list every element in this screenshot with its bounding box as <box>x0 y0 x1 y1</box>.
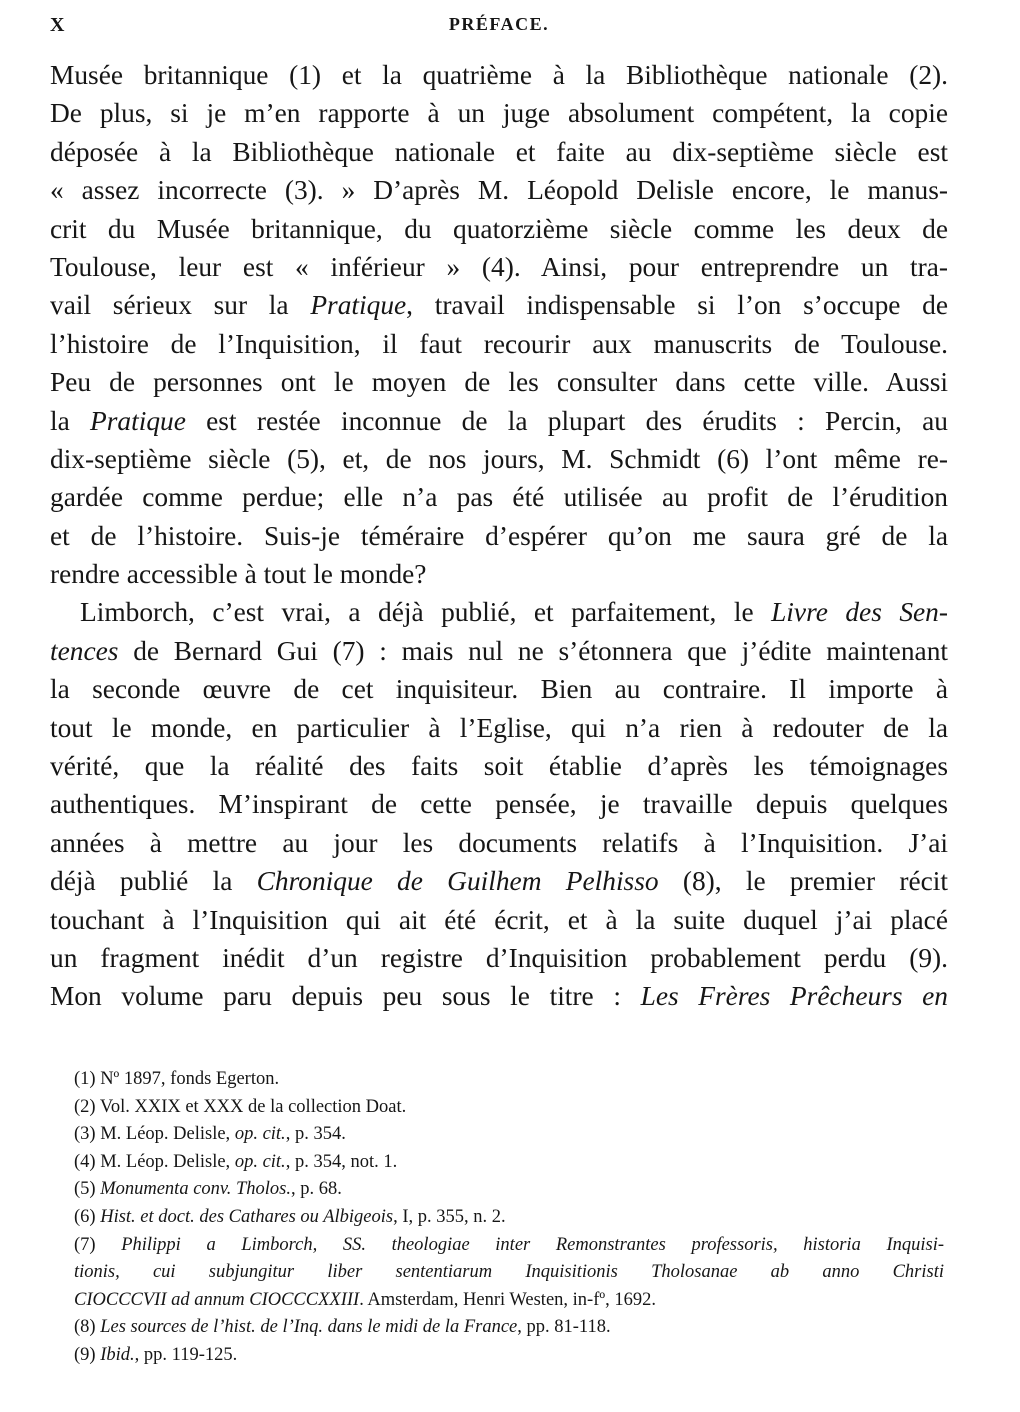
body-line: crit du Musée britannique, du quatorzième siècle comme les deux de <box>50 213 948 244</box>
footnote-1: (1) Nº 1897, fonds Egerton. <box>74 1069 280 1089</box>
body-line: Limborch, c’est vrai, a déjà publié, et parfaitement, le Livre des Sen- <box>80 597 948 628</box>
body-line: Toulouse, leur est « inférieur » (4). Ainsi, pour entreprendre un tra- <box>50 251 948 282</box>
italic-title: tences <box>50 635 119 666</box>
italic-title: Les Frères Prêcheurs en <box>640 981 948 1012</box>
footnote-7-end: CIOCCCVII ad annum CIOCCCXXIII. Amsterdam, Henri Westen, in-fº, 1692. <box>74 1289 656 1310</box>
page-number: X <box>50 14 66 36</box>
body-line: vail sérieux sur la Pratique, travail indispensable si l’on s’occupe de <box>50 290 948 321</box>
italic-title: Livre des Sen- <box>771 597 948 628</box>
italic-title: Chronique de Guilhem Pelhisso <box>256 866 659 897</box>
body-line: déjà publié la Chronique de Guilhem Pelhisso (8), le premier récit <box>50 866 948 897</box>
body-line: dix-septième siècle (5), et, de nos jours, M. Schmidt (6) l’ont même re- <box>50 443 948 474</box>
body-line: la seconde œuvre de cet inquisiteur. Bien au contraire. Il importe à <box>50 674 948 705</box>
footnote-5: (5) Monumenta conv. Tholos., p. 68. <box>74 1179 342 1200</box>
footnote-6: (6) Hist. et doct. des Cathares ou Albigeois, I, p. 355, n. 2. <box>74 1206 506 1227</box>
body-line: et de l’histoire. Suis-je téméraire d’espérer qu’on me saura gré de la <box>50 520 948 551</box>
running-title: PRÉFACE. <box>448 14 550 34</box>
italic-title: Pratique <box>310 290 407 321</box>
footnotes <box>74 1066 944 1370</box>
body-line: un fragment inédit d’un registre d’Inquisition probablement perdu (9). <box>50 942 948 973</box>
body-line: authentiques. M’inspirant de cette pensée, je travaille depuis quelques <box>50 789 948 820</box>
body-line: Musée britannique (1) et la quatrième à la Bibliothèque nationale (2). <box>50 60 948 90</box>
body-line: tout le monde, en particulier à l’Eglise, qui n’a rien à redouter de la <box>50 712 948 743</box>
body-line: « assez incorrecte (3). » D’après M. Léopold Delisle encore, le manus- <box>50 175 948 206</box>
body-line: vérité, que la réalité des faits soit établie d’après les témoignages <box>50 751 948 782</box>
body-line: années à mettre au jour les documents relatifs à l’Inquisition. J’ai <box>50 827 948 858</box>
footnote-4: (4) M. Léop. Delisle, op. cit., p. 354, not. 1. <box>74 1151 398 1172</box>
body-line: Mon volume paru depuis peu sous le titre : Les Frères Prêcheurs en <box>50 981 948 1012</box>
body-line: tences de Bernard Gui (7) : mais nul ne s’étonnera que j’édite maintenant <box>50 635 948 666</box>
footnote-3: (3) M. Léop. Delisle, op. cit., p. 354. <box>74 1124 346 1145</box>
page-header <box>50 14 948 44</box>
body-line: De plus, si je m’en rapporte à un juge absolument compétent, la copie <box>50 98 948 129</box>
body-line: gardée comme perdue; elle n’a pas été utilisée au profit de l’érudition <box>50 482 948 513</box>
body-line: l’histoire de l’Inquisition, il faut recourir aux manuscrits de Toulouse. <box>50 328 948 359</box>
footnote-9: (9) Ibid., pp. 119-125. <box>74 1344 238 1365</box>
body-text <box>50 56 948 1016</box>
footnote-7-continued: tionis, cui subjungitur liber sententiarum Inquisitionis Tholosanae ab anno Christi <box>74 1262 944 1283</box>
body-line: Peu de personnes ont le moyen de les consulter dans cette ville. Aussi <box>50 367 948 398</box>
body-line: la Pratique est restée inconnue de la plupart des érudits : Percin, au <box>50 405 948 436</box>
footnote-2: (2) Vol. XXIX et XXX de la collection Doat. <box>74 1096 407 1117</box>
footnote-8: (8) Les sources de l’hist. de l’Inq. dans le midi de la France, pp. 81-118. <box>74 1317 611 1338</box>
body-line: rendre accessible à tout le monde? <box>50 559 427 590</box>
body-line: déposée à la Bibliothèque nationale et faite au dix-septième siècle est <box>50 136 948 167</box>
italic-title: Pratique <box>90 405 186 436</box>
body-line: touchant à l’Inquisition qui ait été écrit, et à la suite duquel j’ai placé <box>50 904 948 935</box>
footnote-7: (7) Philippi a Limborch, SS. theologiae inter Remonstrantes professoris, historia Inquisi- <box>74 1234 944 1255</box>
